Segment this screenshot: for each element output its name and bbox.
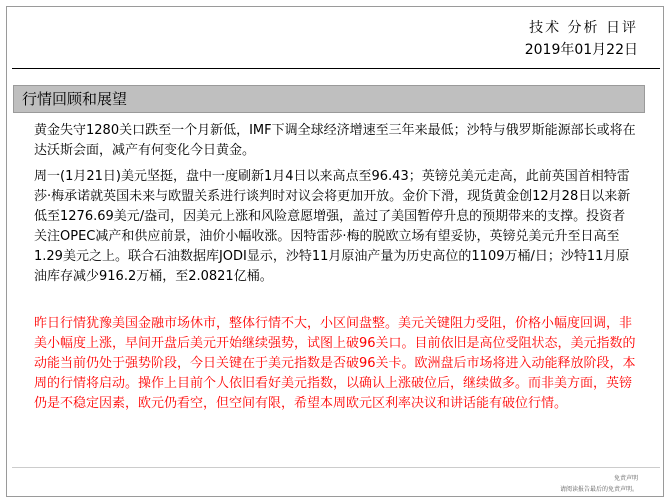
disclaimer-text: 请阅读报告最后的免责声明。	[559, 486, 638, 493]
summary-paragraph: 黄金失守1280关口跌至一个月新低，IMF下调全球经济增速至三年来最低；沙特与俄罗斯能源部长或将在达沃斯会面，减产有何变化今日黄金。	[34, 123, 636, 158]
report-date: 2019年01月22日	[524, 42, 638, 58]
section-header-bar	[13, 85, 645, 113]
report-type: 技术 分析 日评	[529, 20, 638, 36]
section-title: 行情回顾和展望	[22, 90, 128, 108]
disclaimer-title: 免责声明	[613, 475, 638, 482]
outlook-paragraph: 昨日行情犹豫美国金融市场休市，整体行情不大，小区间盘整。美元关键阻力受阻，价格小幅度回调，非美小幅度上涨，早间开盘后美元开始继续强势，试图上破96关口。目前依旧是高位受阻状态，美元指数的动能当前仍处于强势阶段，今日关键在于美元指数是否破96关卡。欧洲盘后市场将进入动能释放阶段，本周的行情将启动。操作上目前个人依旧看好美元指数，以确认上涨破位后，继续做多。而非美方面，英镑仍是不稳定因素，欧元仍看空，但空间有限，希望本周欧元区利率决议和讲话能有破位行情。	[34, 316, 636, 411]
footer-divider	[12, 467, 660, 468]
header-divider	[12, 68, 660, 69]
report-header	[525, 18, 638, 60]
market-review-paragraph: 周一(1月21日)美元坚挺，盘中一度刷新1月4日以来高点至96.43；英镑兑美元走高，此前英国首相特雷莎·梅承诺就英国未来与欧盟关系进行谈判时对议会将更加开放。金价下滑，现货黄金创12月28日以来新低至1276.69美元/盎司，因美元上涨和风险意愿增强，盖过了美国暂停升息的预期带来的支撑。投资者关注OPEC减产和供应前景，油价小幅收涨。因特雷莎·梅的脱欧立场有望妥协，英镑兑美元升至日高至1.29美元之上。联合石油数据库JODI显示，沙特11月原油产量为历史高位的1109万桶/日；沙特11月原油库存减少916.2万桶，至2.0821亿桶。	[34, 169, 631, 284]
